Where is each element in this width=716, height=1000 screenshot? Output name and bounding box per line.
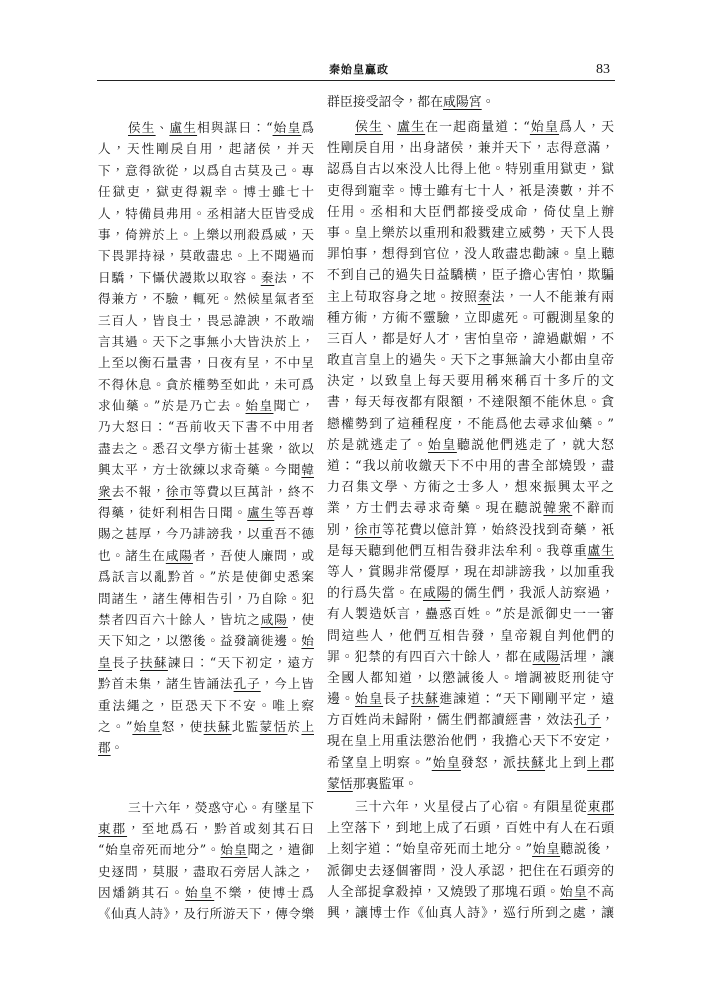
- text-run: 有人製造妖言，蠱惑百姓。”於是派御史一一審: [327, 607, 614, 623]
- text-line: [98, 523, 314, 544]
- proper-name-underlined: 孔子: [233, 676, 261, 692]
- text-run: 三百人，皆良士，畏忌諱諛，不敢端: [98, 312, 314, 328]
- text-run: 活埋，讓: [560, 649, 614, 665]
- text-line: [98, 818, 314, 839]
- text-line: [98, 416, 314, 437]
- proper-name-underlined: 上郡: [587, 755, 614, 771]
- text-run: 聞之，遣御: [247, 842, 314, 858]
- proper-name-underlined: 衆: [98, 483, 112, 499]
- text-line: [98, 903, 314, 924]
- proper-name-underlined: 咸陽宮: [443, 95, 482, 110]
- text-line: [327, 753, 614, 774]
- text-run: 長子: [111, 654, 140, 670]
- text-line: [98, 395, 314, 416]
- text-line: [98, 566, 314, 587]
- text-run: 不辭而: [572, 501, 614, 517]
- text-line: [327, 181, 614, 202]
- text-run: 認爲自古以來没人比得上他。特别重用獄吏，獄: [327, 162, 614, 178]
- text-line: [327, 308, 614, 329]
- text-line: [98, 310, 314, 331]
- text-run: 派御史去逐個審問，没人承認，把住在石頭旁的: [327, 863, 614, 879]
- text-run: 下畏罪持禄，莫敢盡忠。上不聞過而: [98, 248, 314, 264]
- text-run: ，今上皆: [260, 676, 314, 692]
- proper-name-underlined: 始皇: [220, 842, 248, 858]
- text-run: 。: [481, 95, 495, 110]
- text-line: [98, 545, 314, 566]
- text-run: 敢直言皇上的過失。天下之事無論大小都由皇帝: [327, 353, 614, 369]
- text-line: [98, 288, 314, 309]
- text-run: 《仙真人詩》，及行所游天下，傳令樂: [98, 905, 314, 921]
- text-run: 去不報，: [111, 483, 166, 499]
- text-line: [98, 695, 314, 716]
- text-run: 方百姓尚未歸附，儒生們都讀經書，效法: [327, 713, 574, 729]
- text-run: 希望皇上明察。”: [327, 755, 432, 771]
- text-run: 聽説後，: [560, 842, 614, 858]
- proper-name-underlined: 始皇: [355, 692, 384, 708]
- text-run: 因燔銷其石。: [98, 884, 186, 900]
- text-run: 重法繩之，臣恐天下不安。唯上察: [98, 697, 314, 713]
- text-run: 等費以巨萬計，終不: [192, 483, 314, 499]
- text-run: 問這些人，他們互相告發，皇帝親自判他們的: [327, 628, 614, 644]
- text-run: 興太平，方士欲練以求奇藥。今聞: [98, 462, 302, 478]
- text-line: [98, 138, 314, 159]
- text-line: [98, 374, 314, 395]
- text-line: [98, 438, 314, 459]
- text-run: 邊。: [327, 692, 356, 708]
- text-run: 天下知之，以懲後。益發謫徙邊。: [98, 633, 302, 649]
- text-run: 戀權勢到了這種程度，不能爲他去尋求仙藥。”: [327, 416, 614, 432]
- proper-name-underlined: 扶蘇: [203, 718, 232, 734]
- text-run: 求仙藥。”於是乃亡去。: [98, 398, 246, 414]
- proper-name-underlined: 盧生: [397, 120, 426, 135]
- text-run: 興，讓博士作《仙真人詩》，巡行所到之處，讓: [327, 905, 614, 921]
- proper-name-underlined: 孔子: [573, 713, 602, 729]
- text-line: [327, 861, 614, 882]
- text-run: 不到自己的過失日益驕横，臣子擔心害怕，欺騙: [327, 268, 614, 284]
- text-line: [327, 498, 614, 519]
- text-run: 不得休息。貪於權勢至如此，未可爲: [98, 376, 314, 392]
- text-line: [327, 731, 614, 752]
- text-run: 等人，賞賜非常優厚，現在却誹謗我，以加重我: [327, 564, 614, 580]
- text-run: 北上到: [545, 755, 588, 771]
- right-column-translation: [327, 0, 614, 940]
- text-run: 史逐問，莫服，盡取石旁居人誅之，: [98, 863, 314, 879]
- page-number: 83: [596, 62, 610, 77]
- text-line: [98, 797, 314, 818]
- text-line: [98, 117, 314, 138]
- paragraph: [98, 797, 314, 924]
- text-run: 長子: [383, 692, 412, 708]
- proper-name-underlined: 韓: [301, 462, 314, 478]
- text-run: 也。諸生在: [98, 547, 166, 563]
- text-run: 不樂，使博士爲: [214, 884, 314, 900]
- text-run: 罪。犯禁的有四百六十餘人，都在: [327, 649, 533, 665]
- text-run: 乃大怒曰：“吾前收天下書不中用者: [98, 419, 314, 435]
- proper-name-underlined: 扶蘇: [517, 755, 546, 771]
- text-line: [98, 502, 314, 523]
- proper-name-underlined: 始皇: [560, 884, 588, 900]
- text-run: 聞亡，: [273, 398, 314, 414]
- text-line: [327, 159, 614, 180]
- text-line: [327, 414, 614, 435]
- text-run: 全國人都知道，以懲誡後人。增調被貶刑徒守: [327, 670, 614, 686]
- text-run: 爲訞言以亂黔首。”於是使御史悉案: [98, 569, 314, 585]
- text-line: [98, 609, 314, 630]
- text-run: 任獄吏，獄吏得親幸。博士雖七十: [98, 184, 314, 200]
- text-line: [327, 265, 614, 286]
- text-run: 相與謀曰：“: [197, 120, 273, 135]
- proper-name-underlined: 始皇: [529, 120, 560, 135]
- proper-name-underlined: 秦: [477, 289, 492, 305]
- text-run: 人，天性剛戾自用，起諸侯，并天: [98, 141, 314, 157]
- text-run: 於: [287, 718, 302, 734]
- proper-name-underlined: 咸陽: [165, 547, 193, 563]
- text-line: [327, 477, 614, 498]
- proper-name-underlined: 蒙恬: [259, 718, 288, 734]
- text-line: [327, 435, 614, 456]
- text-line: [98, 630, 314, 651]
- paragraph: [98, 117, 314, 759]
- text-line: [327, 287, 614, 308]
- text-line: [98, 160, 314, 181]
- text-run: 書，每天每夜都有限額，不達限額不能休息。貪: [327, 395, 614, 411]
- proper-name-underlined: 咸陽: [260, 611, 288, 627]
- text-run: 人，特備員弗用。丞相諸大臣皆受成: [98, 205, 314, 221]
- text-run: 進諫道：“天下剛剛平定，遠: [439, 692, 614, 708]
- text-run: 三十六年，熒惑守心。有墜星下: [128, 800, 314, 815]
- proper-name-underlined: 東郡: [98, 821, 128, 837]
- text-run: 那裏監軍。: [352, 776, 418, 792]
- text-line: [98, 245, 314, 266]
- text-run: 等吾尊: [274, 505, 314, 521]
- text-line: [327, 392, 614, 413]
- proper-name-underlined: 始: [301, 633, 314, 649]
- text-run: 現在皇上用重法懲治他們，我擔心天下不安定，: [327, 734, 614, 750]
- proper-name-underlined: 上: [301, 718, 314, 734]
- text-run: 事。皇上樂於以重刑和殺戮建立威勢，天下人畏: [327, 225, 614, 241]
- text-run: 性剛戾自用，出身諸侯，兼并天下，志得意滿，: [327, 141, 614, 157]
- text-run: 上刻字道：“始皇帝死而土地分。”: [327, 842, 533, 858]
- text-run: 日驕，下懾伏謾欺以取容。: [98, 269, 261, 285]
- text-run: 在一起商量道：“: [425, 120, 530, 135]
- left-column-classical-text: [98, 0, 314, 940]
- proper-name-underlined: 咸陽: [532, 649, 561, 665]
- text-run: 怒，使: [161, 718, 204, 734]
- text-line: [327, 882, 614, 903]
- proper-name-underlined: 咸陽: [422, 586, 451, 602]
- text-run: 人全部捉拿殺掉，又燒毁了那塊石頭。: [327, 884, 560, 900]
- text-run: 得藥，徒奸利相告日聞。: [98, 505, 248, 521]
- text-run: 得兼方，不驗，輒死。然候星氣者至: [98, 291, 314, 307]
- text-run: 事，倚辨於上。上樂以刑殺爲威，天: [98, 226, 314, 242]
- text-run: “始皇帝死而地分”。: [98, 842, 221, 858]
- text-run: 聽説他們逃走了，就大怒: [456, 437, 614, 453]
- text-run: 主上苟取容身之地。按照: [327, 289, 478, 305]
- text-line: [327, 583, 614, 604]
- proper-name-underlined: 始皇: [428, 437, 457, 453]
- text-line: [98, 224, 314, 245]
- text-run: 、: [155, 120, 170, 135]
- text-run: 法，一人不能兼有兩: [491, 289, 614, 305]
- text-run: 群臣接受詔令，都在: [327, 95, 444, 110]
- text-run: 吏得到寵幸。博士雖有七十人，衹是湊數，并不: [327, 183, 614, 199]
- text-line: [327, 604, 614, 625]
- text-line: [327, 202, 614, 223]
- text-line: [98, 459, 314, 480]
- text-run: 者，吾使人廉問，或: [192, 547, 314, 563]
- text-line: [327, 647, 614, 668]
- text-run: 力召集文學、方術之士多人，想來振興太平之: [327, 480, 614, 496]
- proper-name-underlined: 盧生: [169, 120, 198, 135]
- text-line: [98, 737, 314, 758]
- proper-name-underlined: 皇: [98, 654, 112, 670]
- text-run: ，至地爲石，黔首或刻其石曰: [127, 821, 314, 837]
- text-line: [98, 882, 314, 903]
- text-run: 的行爲失當。在: [327, 586, 423, 602]
- text-run: 爲人，天: [559, 120, 614, 135]
- text-line: [98, 716, 314, 737]
- proper-name-underlined: 秦: [260, 269, 275, 285]
- text-line: [327, 626, 614, 647]
- text-run: 下，意得欲從，以爲自古莫及己。專: [98, 162, 314, 178]
- proper-name-underlined: 侯生: [128, 120, 156, 135]
- text-run: 等花費以億計算，始終没找到奇藥，衹: [381, 522, 614, 538]
- text-run: ，: [601, 713, 614, 729]
- paragraph: [327, 117, 614, 795]
- text-line: [98, 839, 314, 860]
- text-run: 諫曰：“天下初定，遠方: [167, 654, 314, 670]
- proper-name-underlined: 始皇: [431, 755, 461, 771]
- proper-name-underlined: 徐市: [354, 522, 382, 538]
- text-line: [327, 456, 614, 477]
- text-run: 言其過。天下之事無小大皆決於上，: [98, 333, 314, 349]
- proper-name-underlined: 扶蘇: [139, 654, 168, 670]
- text-run: 罪怕事，想得到官位，没人敢盡忠勸諫。皇上聽: [327, 247, 614, 263]
- text-run: 三十六年，火星侵占了心宿。有隕星從: [355, 800, 588, 815]
- proper-name-underlined: 侯生: [355, 120, 384, 135]
- proper-name-underlined: 郡: [98, 740, 111, 756]
- text-line: [327, 797, 614, 818]
- text-line: [327, 903, 614, 924]
- text-run: 爲: [301, 120, 314, 135]
- text-run: 問諸生，諸生傳相告引，乃自除。犯: [98, 590, 314, 606]
- text-line: [327, 774, 614, 795]
- paragraph: [327, 797, 614, 924]
- text-line: [98, 481, 314, 502]
- text-run: 盡去之。悉召文學方術士甚衆，欲以: [98, 440, 314, 456]
- text-line: [98, 352, 314, 373]
- text-run: ，使: [287, 611, 314, 627]
- text-line: [327, 689, 614, 710]
- text-run: 三百人，都是好人才，害怕皇帝，諱過獻媚，不: [327, 331, 614, 347]
- text-line: [327, 350, 614, 371]
- text-line: [98, 203, 314, 224]
- text-run: 禁者四百六十餘人，皆坑之: [98, 611, 261, 627]
- text-line: [327, 520, 614, 541]
- text-run: 賜之甚厚，今乃誹謗我，以重吾不德: [98, 526, 314, 542]
- text-line: [98, 267, 314, 288]
- text-line: [98, 652, 314, 673]
- proper-name-underlined: 始皇: [272, 120, 302, 135]
- text-run: 發怒，派: [460, 755, 517, 771]
- proper-name-underlined: 韓衆: [543, 501, 573, 517]
- text-run: 。: [110, 740, 124, 756]
- text-line: [327, 710, 614, 731]
- text-line: [327, 138, 614, 159]
- text-line: [327, 329, 614, 350]
- proper-name-underlined: 扶蘇: [411, 692, 440, 708]
- text-line: [327, 562, 614, 583]
- text-line: [327, 668, 614, 689]
- text-run: 上至以衡石量書，日夜有呈，不中呈: [98, 355, 314, 371]
- text-line: [327, 839, 614, 860]
- text-line: [327, 244, 614, 265]
- text-run: 種方術，方術不靈驗，立即處死。可觀測星象的: [327, 310, 614, 326]
- text-run: 決定，以致皇上每天要用稱來稱百十多斤的文: [327, 374, 614, 390]
- text-run: 是每天聽到他們互相告發非法牟利。我尊重: [327, 543, 588, 559]
- text-run: 道：“我以前收繳天下不中用的書全部燒毁，盡: [327, 459, 614, 474]
- running-title: 秦始皇贏政: [329, 63, 389, 76]
- text-run: 業，方士們去尋求奇藥。現在聽説: [327, 501, 544, 517]
- text-run: 法，不: [274, 269, 314, 285]
- text-line: [98, 331, 314, 352]
- proper-name-underlined: 始皇: [532, 842, 561, 858]
- text-line: [327, 117, 614, 138]
- text-line: [327, 541, 614, 562]
- text-run: 於是就逃走了。: [327, 437, 428, 453]
- text-line: [98, 861, 314, 882]
- proper-name-underlined: 始皇: [245, 398, 274, 414]
- paragraph: [327, 92, 614, 113]
- proper-name-underlined: 東郡: [587, 800, 614, 815]
- text-line: [327, 818, 614, 839]
- text-line: [327, 92, 614, 113]
- text-run: 的儒生們，我派人訪察過，: [450, 586, 614, 602]
- text-run: 不高: [587, 884, 614, 900]
- text-run: 别，: [327, 522, 355, 538]
- proper-name-underlined: 盧生: [587, 543, 614, 559]
- proper-name-underlined: 徐市: [165, 483, 193, 499]
- text-run: 上空落下，到地上成了石頭，百姓中有人在石頭: [327, 821, 614, 837]
- text-line: [327, 371, 614, 392]
- text-line: [98, 181, 314, 202]
- text-run: 北監: [231, 718, 260, 734]
- text-line: [327, 223, 614, 244]
- text-run: 任用。丞相和大臣們都接受成命，倚仗皇上辦: [327, 204, 614, 220]
- proper-name-underlined: 始皇: [132, 718, 162, 734]
- text-run: 黔首未集，諸生皆誦法: [98, 676, 234, 692]
- text-line: [98, 588, 314, 609]
- text-line: [98, 673, 314, 694]
- text-run: 之。”: [98, 718, 133, 734]
- proper-name-underlined: 蒙恬: [327, 776, 353, 792]
- proper-name-underlined: 始皇: [185, 884, 215, 900]
- proper-name-underlined: 盧生: [247, 505, 275, 521]
- text-run: 、: [383, 120, 398, 135]
